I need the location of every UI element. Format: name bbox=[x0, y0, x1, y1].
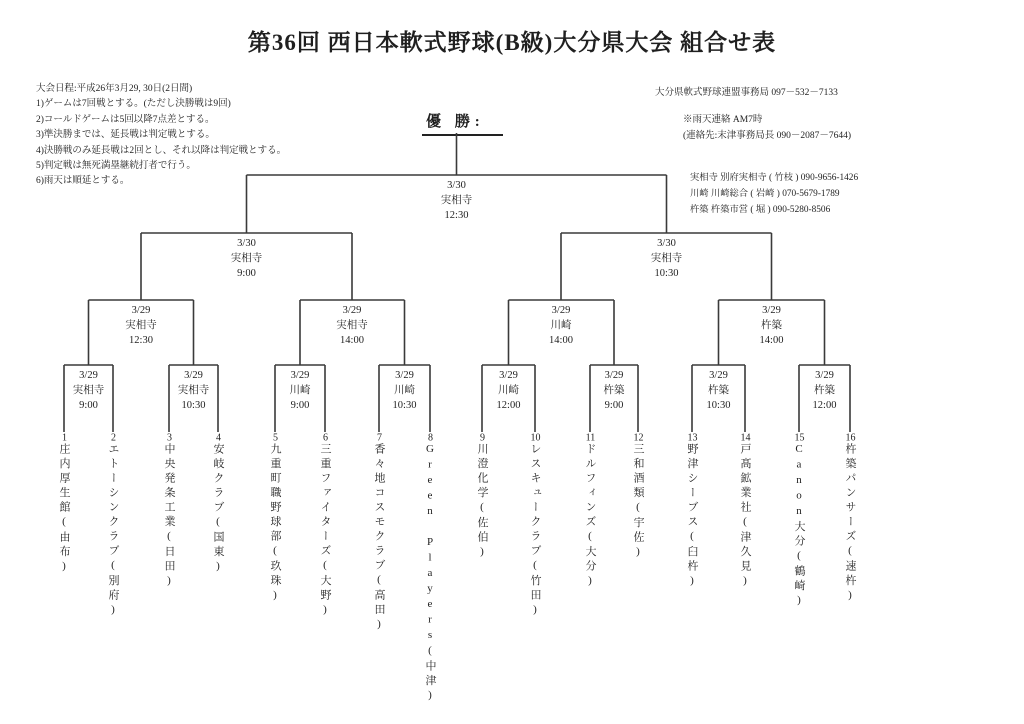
team-region: (竹田) bbox=[529, 559, 541, 619]
team-region: (日田) bbox=[163, 530, 175, 590]
team-name: ドルフィンズ bbox=[584, 443, 596, 530]
team-column bbox=[55, 433, 73, 718]
team-region: (中津) bbox=[424, 644, 436, 705]
team-column bbox=[683, 433, 701, 718]
venue-contact: 実相寺 別府実相寺 ( 竹枝 ) 090-9656-1426 bbox=[690, 173, 859, 183]
match-venue: 実相寺 bbox=[72, 384, 105, 396]
semifinal-match-label bbox=[207, 237, 287, 281]
round1-match-label bbox=[574, 369, 654, 413]
match-venue: 杵築 bbox=[603, 384, 625, 396]
match-venue: 実相寺 bbox=[230, 252, 263, 264]
team-name: 庄内厚生館 bbox=[58, 443, 70, 516]
team-name: 香々地コスモクラブ bbox=[373, 443, 385, 574]
match-date: 3/29 bbox=[395, 370, 414, 381]
quarterfinal-match-label bbox=[101, 304, 181, 348]
rule-item: 1)ゲームは7回戦とする。(ただし決勝戦は9回) bbox=[36, 99, 231, 110]
round1-match-label bbox=[469, 369, 549, 413]
team-number: 9 bbox=[480, 433, 485, 443]
match-date: 3/29 bbox=[709, 370, 728, 381]
team-name: 杵築パンサーズ bbox=[844, 443, 856, 545]
match-time: 12:00 bbox=[812, 399, 837, 411]
team-region: (高田) bbox=[373, 573, 385, 634]
rain-notice: ※雨天連絡 AM7時 bbox=[683, 115, 763, 125]
team-number: 3 bbox=[167, 433, 172, 443]
team-column bbox=[266, 433, 284, 718]
rule-item: 4)決勝戦のみ延長戦は2回とし、それ以降は判定戦とする。 bbox=[36, 145, 287, 156]
team-region: (速杵) bbox=[844, 544, 856, 605]
rule-item: 6)雨天は順延とする。 bbox=[36, 176, 130, 187]
rule-item: 5)判定戦は無死満塁継続打者で行う。 bbox=[36, 161, 196, 172]
quarterfinal-match-label bbox=[732, 304, 812, 348]
team-column bbox=[790, 433, 808, 718]
match-time: 14:00 bbox=[340, 334, 364, 346]
match-venue: 実相寺 bbox=[650, 252, 683, 264]
round1-match-label bbox=[679, 369, 759, 413]
team-number: 2 bbox=[111, 433, 116, 443]
team-number: 6 bbox=[323, 433, 328, 443]
round1-match-label bbox=[49, 369, 129, 413]
venue-contact: 川崎 川崎総合 ( 岩崎 ) 070-5679-1789 bbox=[690, 189, 840, 199]
team-number: 4 bbox=[216, 433, 221, 443]
round1-match-label bbox=[154, 369, 234, 413]
team-column bbox=[736, 433, 754, 718]
match-time: 10:30 bbox=[706, 399, 731, 411]
match-venue: 杵築 bbox=[761, 319, 782, 331]
team-column bbox=[629, 433, 647, 718]
quarterfinal-match-label bbox=[312, 304, 392, 348]
match-date: 3/29 bbox=[815, 370, 834, 381]
page-title: 第36回 西日本軟式野球(B級)大分県大会 組合せ表 bbox=[247, 30, 777, 55]
team-column bbox=[316, 433, 334, 718]
quarterfinal-match-label bbox=[521, 304, 601, 348]
match-venue: 実相寺 bbox=[440, 194, 473, 206]
final-match-label bbox=[417, 179, 497, 223]
match-venue: 実相寺 bbox=[177, 384, 210, 396]
team-number: 12 bbox=[633, 433, 644, 443]
team-region: (大野) bbox=[319, 559, 331, 619]
team-region: (由布) bbox=[58, 515, 70, 576]
team-region: (鶴崎) bbox=[793, 549, 805, 610]
team-name: 野津シーブス bbox=[686, 443, 698, 530]
rule-item: 3)準決勝までは、延長戦は判定戦とする。 bbox=[36, 130, 215, 141]
team-number: 15 bbox=[794, 433, 805, 443]
match-time: 9:00 bbox=[79, 399, 98, 411]
team-number: 1 bbox=[62, 433, 67, 443]
match-date: 3/30 bbox=[237, 238, 256, 249]
team-region: (国東) bbox=[212, 515, 224, 576]
match-time: 10:30 bbox=[654, 267, 679, 279]
team-name: 三和酒類 bbox=[632, 443, 644, 501]
match-date: 3/30 bbox=[447, 180, 466, 191]
match-time: 12:30 bbox=[129, 334, 153, 346]
round1-match-label bbox=[785, 369, 865, 413]
team-region: (臼杵) bbox=[686, 530, 698, 590]
champion-label: 優 勝: bbox=[422, 110, 503, 136]
team-column bbox=[581, 433, 599, 718]
match-date: 3/29 bbox=[499, 370, 518, 381]
match-date: 3/30 bbox=[657, 238, 676, 249]
match-venue: 川崎 bbox=[498, 384, 519, 396]
team-name: 三重ファイターズ bbox=[319, 443, 331, 559]
team-region: (佐伯) bbox=[476, 501, 488, 561]
team-number: 14 bbox=[740, 433, 751, 443]
match-date: 3/29 bbox=[131, 305, 151, 316]
team-region: (別府) bbox=[107, 559, 119, 619]
match-date: 3/29 bbox=[604, 370, 624, 381]
match-date: 3/29 bbox=[290, 370, 310, 381]
team-number: 7 bbox=[377, 433, 382, 443]
match-venue: 実相寺 bbox=[125, 319, 157, 331]
match-time: 14:00 bbox=[759, 334, 784, 346]
team-name: Canon大分 bbox=[793, 443, 805, 550]
team-column bbox=[841, 433, 859, 718]
match-venue: 川崎 bbox=[394, 384, 415, 396]
match-date: 3/29 bbox=[184, 370, 203, 381]
match-date: 3/29 bbox=[762, 305, 781, 316]
office-contact: 大分県軟式野球連盟事務局 097－532－7133 bbox=[655, 88, 838, 98]
team-region: (宇佐) bbox=[632, 501, 644, 561]
match-date: 3/29 bbox=[342, 305, 362, 316]
team-column bbox=[370, 433, 388, 718]
team-name: 戸髙鉱業社 bbox=[739, 443, 751, 516]
team-name: 川澄化学 bbox=[476, 443, 488, 501]
schedule-line: 大会日程:平成26年3月29, 30日(2日間) bbox=[36, 84, 193, 94]
match-venue: 杵築 bbox=[708, 384, 729, 396]
team-region: (玖珠) bbox=[269, 544, 281, 605]
team-number: 8 bbox=[428, 433, 433, 443]
team-number: 5 bbox=[273, 433, 278, 443]
match-venue: 川崎 bbox=[550, 319, 572, 331]
team-number: 11 bbox=[585, 433, 596, 443]
team-region: (大分) bbox=[584, 530, 596, 590]
semifinal-match-label bbox=[627, 237, 707, 281]
team-column bbox=[209, 433, 227, 718]
match-venue: 実相寺 bbox=[336, 319, 368, 331]
match-date: 3/29 bbox=[79, 370, 98, 381]
team-name: 九重町職野球部 bbox=[269, 443, 281, 545]
round1-match-label bbox=[260, 369, 340, 413]
rain-contact-line: (連絡先:末津事務局長 090－2087－7644) bbox=[683, 131, 852, 141]
round1-match-label bbox=[365, 369, 445, 413]
match-time: 9:00 bbox=[604, 399, 624, 411]
match-venue: 杵築 bbox=[814, 384, 835, 396]
team-name: Green Players bbox=[424, 443, 436, 645]
match-time: 14:00 bbox=[549, 334, 573, 346]
match-date: 3/29 bbox=[551, 305, 571, 316]
team-region: (津久見) bbox=[739, 515, 751, 590]
rule-item: 2)コールドゲームは5回以降7点差とする。 bbox=[36, 114, 215, 125]
match-time: 9:00 bbox=[290, 399, 310, 411]
match-time: 12:30 bbox=[444, 209, 469, 221]
match-time: 12:00 bbox=[496, 399, 521, 411]
match-time: 9:00 bbox=[237, 267, 256, 279]
match-time: 10:30 bbox=[181, 399, 206, 411]
team-number: 10 bbox=[530, 433, 541, 443]
team-name: 中央発条工業 bbox=[163, 443, 175, 530]
team-number: 16 bbox=[845, 433, 856, 443]
match-time: 10:30 bbox=[392, 399, 417, 411]
team-name: 安岐クラブ bbox=[212, 443, 224, 516]
team-name: エトーシンクラブ bbox=[107, 443, 119, 559]
team-number: 13 bbox=[687, 433, 698, 443]
team-column bbox=[421, 433, 439, 718]
team-name: レスキュークラブ bbox=[529, 443, 541, 559]
team-column bbox=[104, 433, 122, 718]
team-column bbox=[526, 433, 544, 718]
venue-contact: 杵築 杵築市営 ( 堀 ) 090-5280-8506 bbox=[690, 205, 831, 215]
team-column bbox=[160, 433, 178, 718]
match-venue: 川崎 bbox=[289, 384, 311, 396]
team-column bbox=[473, 433, 491, 718]
